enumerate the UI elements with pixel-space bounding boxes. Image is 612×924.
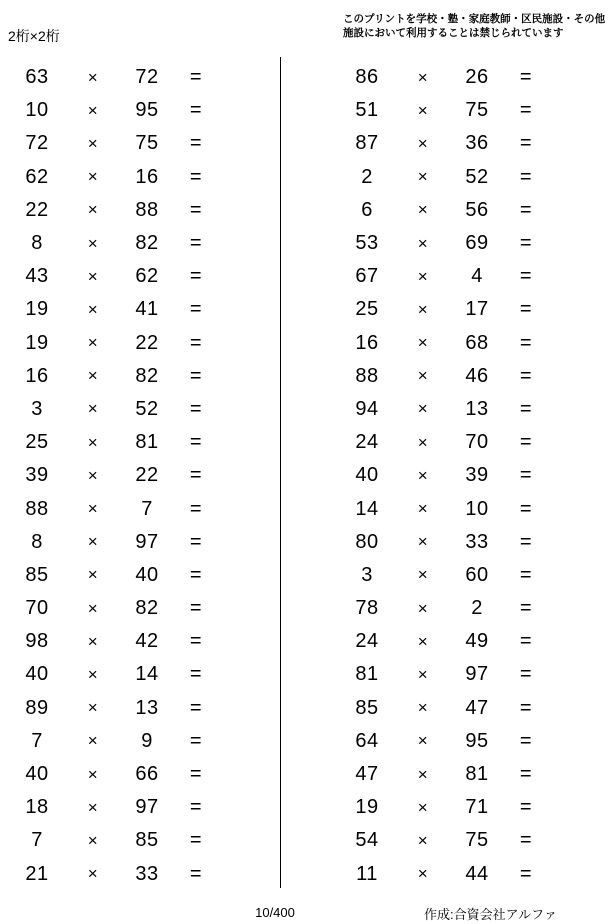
multiplication-sign: × xyxy=(87,797,99,817)
problem-row xyxy=(336,658,546,691)
equals-sign: = xyxy=(519,497,533,520)
problem-row xyxy=(336,393,546,426)
multiplication-sign: × xyxy=(417,864,429,884)
multiplication-sign: × xyxy=(87,266,99,286)
problem-row xyxy=(6,791,216,824)
problem-row xyxy=(6,526,216,559)
multiplication-sign: × xyxy=(417,598,429,618)
problem-row xyxy=(336,127,546,160)
page-title: 2桁×2桁 xyxy=(8,28,60,44)
multiplication-sign: × xyxy=(87,698,99,718)
multiplicand: 88 xyxy=(355,364,379,387)
equals-sign: = xyxy=(189,729,203,752)
multiplication-sign: × xyxy=(417,333,429,353)
problem-row xyxy=(6,559,216,592)
multiplicand: 3 xyxy=(31,397,43,420)
equals-sign: = xyxy=(519,66,533,89)
multiplier: 49 xyxy=(465,630,489,653)
multiplicand: 89 xyxy=(25,696,49,719)
column-divider-line xyxy=(280,57,281,888)
multiplication-sign: × xyxy=(87,664,99,684)
problem-row xyxy=(336,791,546,824)
equals-sign: = xyxy=(519,331,533,354)
multiplicand: 94 xyxy=(355,397,379,420)
problem-row xyxy=(336,194,546,227)
multiplier: 75 xyxy=(465,99,489,122)
equals-sign: = xyxy=(519,796,533,819)
disclaimer-line-1: このプリントを学校・塾・家庭教師・区民施設・その他 xyxy=(343,13,606,25)
problem-row xyxy=(6,194,216,227)
multiplication-sign: × xyxy=(87,499,99,519)
multiplication-sign: × xyxy=(87,631,99,651)
multiplicand: 7 xyxy=(31,729,43,752)
multiplicand: 40 xyxy=(25,763,49,786)
equals-sign: = xyxy=(519,431,533,454)
multiplicand: 3 xyxy=(361,563,373,586)
multiplier: 26 xyxy=(465,66,489,89)
multiplication-sign: × xyxy=(87,830,99,850)
equals-sign: = xyxy=(189,198,203,221)
multiplicand: 19 xyxy=(25,298,49,321)
disclaimer-line-2: 施設において利用することは禁じられています xyxy=(343,27,564,39)
multiplication-sign: × xyxy=(87,864,99,884)
multiplicand: 39 xyxy=(25,464,49,487)
equals-sign: = xyxy=(519,165,533,188)
problem-row xyxy=(6,592,216,625)
multiplier: 14 xyxy=(135,663,159,686)
problem-row xyxy=(6,260,216,293)
multiplier: 95 xyxy=(135,99,159,122)
problem-row xyxy=(6,492,216,525)
multiplicand: 21 xyxy=(25,862,49,885)
multiplicand: 70 xyxy=(25,597,49,620)
equals-sign: = xyxy=(519,829,533,852)
problem-row xyxy=(336,858,546,891)
equals-sign: = xyxy=(189,630,203,653)
equals-sign: = xyxy=(519,232,533,255)
problem-row xyxy=(336,758,546,791)
multiplicand: 86 xyxy=(355,66,379,89)
multiplication-sign: × xyxy=(417,133,429,153)
equals-sign: = xyxy=(189,232,203,255)
multiplication-sign: × xyxy=(417,764,429,784)
multiplicand: 80 xyxy=(355,530,379,553)
multiplier: 68 xyxy=(465,331,489,354)
multiplier: 36 xyxy=(465,132,489,155)
equals-sign: = xyxy=(189,796,203,819)
multiplicand: 64 xyxy=(355,729,379,752)
problem-row xyxy=(336,227,546,260)
multiplicand: 40 xyxy=(355,464,379,487)
multiplicand: 10 xyxy=(25,99,49,122)
problem-row xyxy=(6,360,216,393)
multiplicand: 78 xyxy=(355,597,379,620)
multiplier: 4 xyxy=(471,265,483,288)
equals-sign: = xyxy=(189,663,203,686)
problem-row xyxy=(6,625,216,658)
multiplier: 13 xyxy=(465,397,489,420)
multiplication-sign: × xyxy=(417,266,429,286)
multiplicand: 7 xyxy=(31,829,43,852)
multiplicand: 54 xyxy=(355,829,379,852)
equals-sign: = xyxy=(189,563,203,586)
equals-sign: = xyxy=(189,431,203,454)
multiplicand: 16 xyxy=(355,331,379,354)
multiplicand: 51 xyxy=(355,99,379,122)
equals-sign: = xyxy=(189,165,203,188)
multiplication-sign: × xyxy=(417,830,429,850)
multiplication-sign: × xyxy=(87,67,99,87)
multiplier: 82 xyxy=(135,232,159,255)
multiplication-sign: × xyxy=(417,731,429,751)
multiplicand: 24 xyxy=(355,431,379,454)
multiplier: 46 xyxy=(465,364,489,387)
equals-sign: = xyxy=(189,99,203,122)
problem-row xyxy=(6,293,216,326)
equals-sign: = xyxy=(519,132,533,155)
multiplier: 69 xyxy=(465,232,489,255)
multiplier: 42 xyxy=(135,630,159,653)
equals-sign: = xyxy=(189,298,203,321)
multiplicand: 2 xyxy=(361,165,373,188)
equals-sign: = xyxy=(519,198,533,221)
multiplier: 97 xyxy=(465,663,489,686)
multiplicand: 25 xyxy=(355,298,379,321)
equals-sign: = xyxy=(189,331,203,354)
multiplier: 40 xyxy=(135,563,159,586)
problem-row xyxy=(336,459,546,492)
problem-row xyxy=(6,658,216,691)
footer-credit: 作成:合資会社アルファ xyxy=(424,907,557,922)
multiplication-sign: × xyxy=(87,233,99,253)
multiplicand: 6 xyxy=(361,198,373,221)
problem-row xyxy=(6,824,216,857)
multiplicand: 81 xyxy=(355,663,379,686)
equals-sign: = xyxy=(189,132,203,155)
multiplicand: 67 xyxy=(355,265,379,288)
multiplicand: 25 xyxy=(25,431,49,454)
multiplicand: 8 xyxy=(31,530,43,553)
problem-row xyxy=(6,692,216,725)
multiplier: 47 xyxy=(465,696,489,719)
multiplier: 72 xyxy=(135,66,159,89)
equals-sign: = xyxy=(189,364,203,387)
multiplication-sign: × xyxy=(87,565,99,585)
problem-row xyxy=(336,592,546,625)
multiplicand: 18 xyxy=(25,796,49,819)
multiplicand: 40 xyxy=(25,663,49,686)
multiplicand: 14 xyxy=(355,497,379,520)
footer-page-number: 10/400 xyxy=(255,905,295,920)
multiplier: 16 xyxy=(135,165,159,188)
equals-sign: = xyxy=(519,364,533,387)
multiplicand: 63 xyxy=(25,66,49,89)
multiplicand: 87 xyxy=(355,132,379,155)
multiplication-sign: × xyxy=(87,133,99,153)
equals-sign: = xyxy=(189,696,203,719)
equals-sign: = xyxy=(519,630,533,653)
multiplier: 7 xyxy=(141,497,153,520)
multiplier: 33 xyxy=(465,530,489,553)
multiplication-sign: × xyxy=(417,631,429,651)
multiplication-sign: × xyxy=(87,465,99,485)
problem-row xyxy=(6,327,216,360)
usage-disclaimer xyxy=(343,12,611,40)
problem-row xyxy=(336,61,546,94)
multiplication-sign: × xyxy=(87,167,99,187)
multiplication-sign: × xyxy=(417,100,429,120)
multiplier: 66 xyxy=(135,763,159,786)
problem-row xyxy=(336,824,546,857)
multiplier: 17 xyxy=(465,298,489,321)
multiplication-sign: × xyxy=(417,698,429,718)
equals-sign: = xyxy=(519,862,533,885)
multiplication-sign: × xyxy=(87,764,99,784)
problem-row xyxy=(6,227,216,260)
problem-row xyxy=(336,492,546,525)
equals-sign: = xyxy=(189,265,203,288)
multiplier: 75 xyxy=(465,829,489,852)
multiplication-sign: × xyxy=(417,366,429,386)
multiplication-sign: × xyxy=(417,200,429,220)
multiplication-sign: × xyxy=(417,299,429,319)
problem-row xyxy=(6,94,216,127)
multiplier: 22 xyxy=(135,464,159,487)
multiplier: 52 xyxy=(135,397,159,420)
multiplicand: 98 xyxy=(25,630,49,653)
equals-sign: = xyxy=(519,563,533,586)
multiplication-sign: × xyxy=(417,432,429,452)
multiplication-sign: × xyxy=(87,432,99,452)
multiplier: 41 xyxy=(135,298,159,321)
problem-row xyxy=(336,94,546,127)
equals-sign: = xyxy=(519,99,533,122)
multiplication-sign: × xyxy=(417,465,429,485)
multiplicand: 72 xyxy=(25,132,49,155)
multiplicand: 11 xyxy=(356,862,378,885)
multiplicand: 43 xyxy=(25,265,49,288)
problem-row xyxy=(336,725,546,758)
multiplier: 82 xyxy=(135,597,159,620)
multiplier: 95 xyxy=(465,729,489,752)
multiplicand: 53 xyxy=(355,232,379,255)
multiplicand: 47 xyxy=(355,763,379,786)
multiplicand: 19 xyxy=(355,796,379,819)
multiplicand: 85 xyxy=(25,563,49,586)
problem-row xyxy=(6,459,216,492)
equals-sign: = xyxy=(189,497,203,520)
multiplication-sign: × xyxy=(417,233,429,253)
multiplier: 9 xyxy=(141,729,153,752)
problem-row xyxy=(6,161,216,194)
equals-sign: = xyxy=(519,397,533,420)
multiplier: 70 xyxy=(465,431,489,454)
multiplication-sign: × xyxy=(417,167,429,187)
multiplication-sign: × xyxy=(417,67,429,87)
problem-row xyxy=(336,559,546,592)
multiplier: 62 xyxy=(135,265,159,288)
multiplication-sign: × xyxy=(417,499,429,519)
equals-sign: = xyxy=(519,597,533,620)
multiplicand: 22 xyxy=(25,198,49,221)
problem-row xyxy=(336,625,546,658)
multiplication-sign: × xyxy=(417,532,429,552)
equals-sign: = xyxy=(519,265,533,288)
multiplicand: 24 xyxy=(355,630,379,653)
multiplicand: 62 xyxy=(25,165,49,188)
problems-column-right xyxy=(336,61,546,891)
equals-sign: = xyxy=(189,464,203,487)
multiplication-sign: × xyxy=(417,399,429,419)
multiplicand: 88 xyxy=(25,497,49,520)
equals-sign: = xyxy=(519,763,533,786)
problem-row xyxy=(336,526,546,559)
equals-sign: = xyxy=(519,464,533,487)
multiplier: 52 xyxy=(465,165,489,188)
multiplication-sign: × xyxy=(87,100,99,120)
problem-row xyxy=(6,758,216,791)
multiplication-sign: × xyxy=(417,797,429,817)
multiplier: 33 xyxy=(135,862,159,885)
multiplier: 82 xyxy=(135,364,159,387)
problem-row xyxy=(6,725,216,758)
multiplicand: 16 xyxy=(25,364,49,387)
multiplier: 13 xyxy=(135,696,159,719)
multiplier: 97 xyxy=(135,530,159,553)
multiplier: 81 xyxy=(135,431,159,454)
equals-sign: = xyxy=(519,696,533,719)
multiplier: 22 xyxy=(135,331,159,354)
problem-row xyxy=(6,858,216,891)
multiplier: 85 xyxy=(135,829,159,852)
problem-row xyxy=(336,293,546,326)
equals-sign: = xyxy=(189,763,203,786)
multiplier: 60 xyxy=(465,563,489,586)
problem-row xyxy=(336,426,546,459)
multiplier: 71 xyxy=(465,796,489,819)
problem-row xyxy=(6,61,216,94)
multiplier: 88 xyxy=(135,198,159,221)
equals-sign: = xyxy=(189,530,203,553)
multiplier: 10 xyxy=(465,497,489,520)
multiplier: 2 xyxy=(471,597,483,620)
problem-row xyxy=(6,393,216,426)
multiplier: 81 xyxy=(465,763,489,786)
multiplier: 39 xyxy=(465,464,489,487)
multiplication-sign: × xyxy=(87,333,99,353)
multiplication-sign: × xyxy=(87,399,99,419)
multiplier: 75 xyxy=(135,132,159,155)
multiplier: 56 xyxy=(465,198,489,221)
equals-sign: = xyxy=(189,66,203,89)
multiplicand: 19 xyxy=(25,331,49,354)
equals-sign: = xyxy=(519,663,533,686)
multiplication-sign: × xyxy=(87,598,99,618)
problem-row xyxy=(6,426,216,459)
equals-sign: = xyxy=(189,397,203,420)
equals-sign: = xyxy=(519,298,533,321)
equals-sign: = xyxy=(519,729,533,752)
multiplication-sign: × xyxy=(87,532,99,552)
multiplication-sign: × xyxy=(87,299,99,319)
problem-row xyxy=(6,127,216,160)
problem-row xyxy=(336,260,546,293)
equals-sign: = xyxy=(189,862,203,885)
equals-sign: = xyxy=(189,829,203,852)
multiplication-sign: × xyxy=(87,731,99,751)
problem-row xyxy=(336,327,546,360)
multiplier: 44 xyxy=(465,862,489,885)
multiplicand: 8 xyxy=(31,232,43,255)
equals-sign: = xyxy=(519,530,533,553)
problems-column-left xyxy=(6,61,216,891)
multiplication-sign: × xyxy=(417,664,429,684)
equals-sign: = xyxy=(189,597,203,620)
multiplier: 97 xyxy=(135,796,159,819)
multiplication-sign: × xyxy=(87,366,99,386)
problem-row xyxy=(336,360,546,393)
multiplication-sign: × xyxy=(87,200,99,220)
problem-row xyxy=(336,161,546,194)
problem-row xyxy=(336,692,546,725)
multiplicand: 85 xyxy=(355,696,379,719)
multiplication-sign: × xyxy=(417,565,429,585)
